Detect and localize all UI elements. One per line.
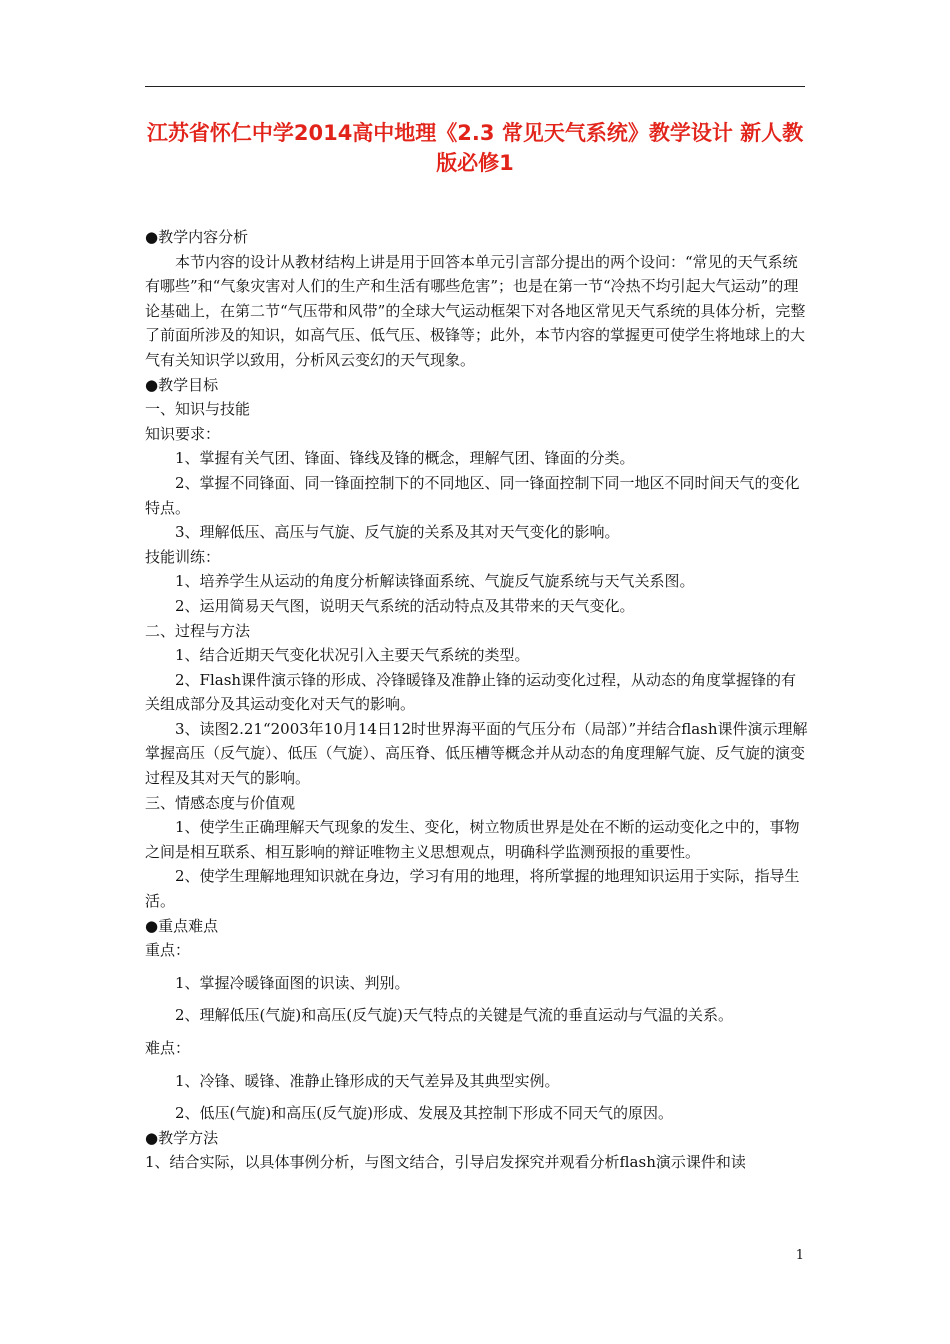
section-line: 一、知识与技能: [145, 400, 251, 419]
section-line: 重点：: [145, 941, 191, 960]
paragraph: 2、Flash课件演示锋的形成、冷锋暖锋及准静止锋的运动变化过程，从动态的角度掌握锋的有关组成部分及其运动变化对天气的影响。: [145, 670, 797, 714]
document-title: 江苏省怀仁中学2014高中地理《2.3 常见天气系统》教学设计 新人教版必修1: [146, 121, 804, 175]
section-line: 三、情感态度与价值观: [145, 793, 296, 812]
paragraph: 2、运用简易天气图，说明天气系统的活动特点及其带来的天气变化。: [175, 596, 635, 615]
paragraph: 1、掌握有关气团、锋面、锋线及锋的概念，理解气团、锋面的分类。: [175, 449, 635, 468]
paragraph: 2、掌握不同锋面、同一锋面控制下的不同地区、同一锋面控制下同一地区不同时间天气的变化特点。: [145, 473, 800, 517]
section-line: 技能训练：: [145, 547, 221, 566]
paragraph: 1、冷锋、暖锋、准静止锋形成的天气差异及其典型实例。: [175, 1071, 560, 1090]
header-rule: [145, 86, 805, 87]
section-line: ●教学内容分析: [145, 228, 249, 246]
section-line: ●教学目标: [145, 375, 219, 394]
document-body: [145, 225, 810, 1175]
paragraph: 1、掌握冷暖锋面图的识读、判别。: [175, 973, 410, 992]
paragraph: 1、使学生正确理解天气现象的发生、变化，树立物质世界是处在不断的运动变化之中的，事物之间是相互联系、相互影响的辩证唯物主义思想观点，明确科学监测预报的重要性。: [145, 818, 800, 861]
paragraph: 1、培养学生从运动的角度分析解读锋面系统、气旋反气旋系统与天气关系图。: [175, 572, 695, 591]
page-number: 1: [795, 1248, 804, 1263]
section-line: 难点：: [145, 1039, 191, 1057]
section-line: 二、过程与方法: [145, 621, 251, 640]
paragraph: 本节内容的设计从教材结构上讲是用于回答本单元引言部分提出的两个设问：“常见的天气系统有哪些”和“气象灾害对人们的生产和生活有哪些危害”；也是在第一节“冷热不均引起大气运动”的理论基础上，在第二节“气压带和风带”的全球大气运动框架下对各地区常见天气系统的具体分析，完整了前面所涉及的知识，如高气压、低气压、极锋等；此外，本节内容的掌握更可使学生将地球上的大气有关知识学以致用，分析风云变幻的天气现象。: [145, 252, 806, 369]
paragraph: 2、理解低压(气旋)和高压(反气旋)天气特点的关键是气流的垂直运动与气温的关系。: [175, 1006, 733, 1025]
section-line: 1、结合实际，以具体事例分析，与图文结合，引导启发探究并观看分析flash演示课件和读: [145, 1153, 746, 1172]
paragraph: 3、读图2.21“2003年10月14日12时世界海平面的气压分布（局部）”并结合flash课件演示理解掌握高压（反气旋）、低压（气旋）、高压脊、低压槽等概念并从动态的角度理解气旋、反气旋的演变过程及其对天气的影响。: [145, 719, 808, 788]
section-line: ●教学方法: [145, 1128, 219, 1147]
paragraph: 2、低压(气旋)和高压(反气旋)形成、发展及其控制下形成不同天气的原因。: [175, 1104, 673, 1123]
paragraph: 2、使学生理解地理知识就在身边，学习有用的地理，将所掌握的地理知识运用于实际，指导生活。: [145, 867, 800, 911]
paragraph: 3、理解低压、高压与气旋、反气旋的关系及其对天气变化的影响。: [175, 523, 620, 542]
section-line: ●重点难点: [145, 916, 219, 935]
paragraph: 1、结合近期天气变化状况引入主要天气系统的类型。: [175, 646, 530, 665]
section-line: 知识要求：: [145, 424, 221, 443]
